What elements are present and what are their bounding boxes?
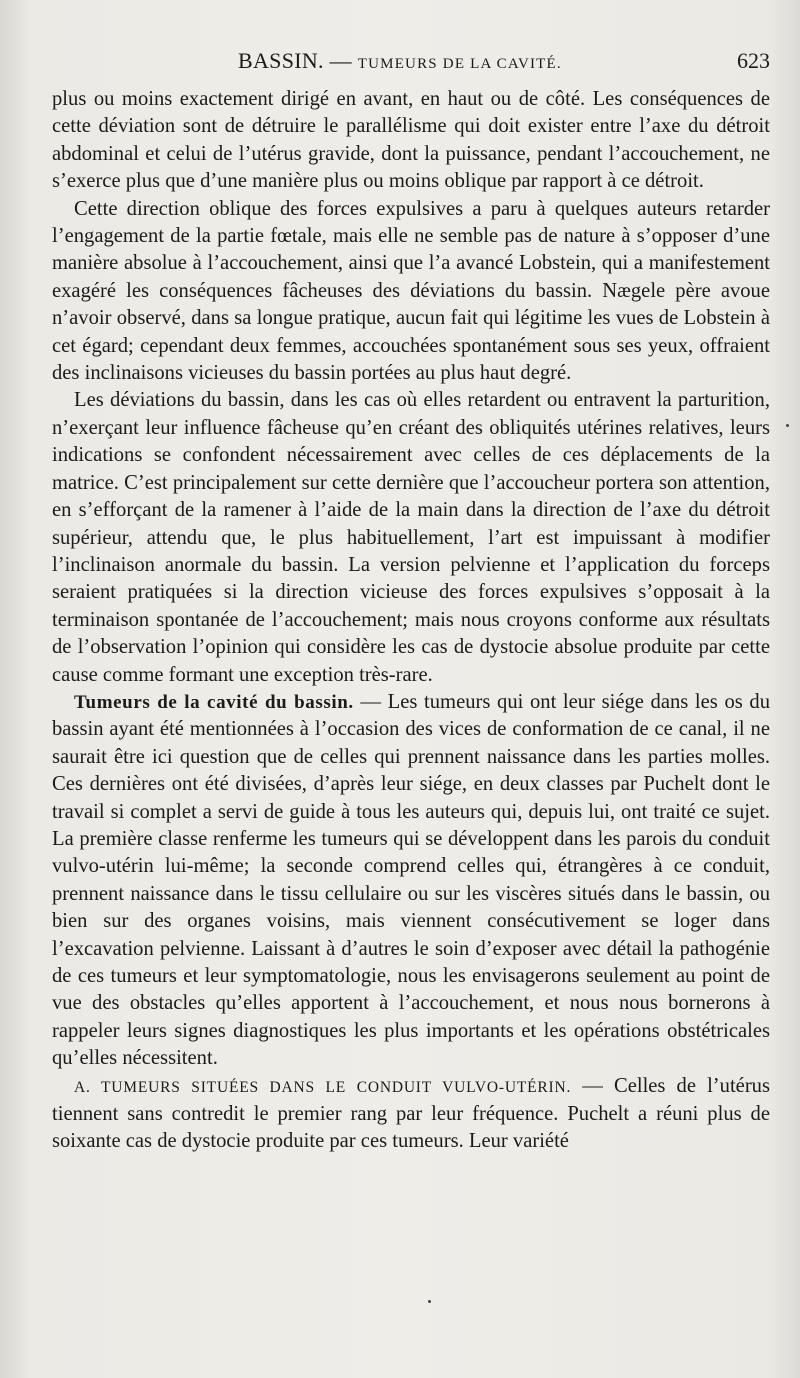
paragraph-2-text: Cette direction oblique des forces expulsives a paru à quelques auteurs retarder l’engagement de la partie fœtale, mais elle ne semble pas de nature à s’opposer d’une manière absolue à l’accouchement, ainsi que l’a avancé Lobstein, qui a manifestement exagéré les conséquences fâcheuses des déviations du bassin. Nægele père avoue n’avoir observé, dans sa longue pratique, aucun fait qui légitime les vues de Lobstein à cet égard; cependant deux femmes, accouchées spontanément sous ses yeux, offraient des inclinaisons vicieuses du bassin portées au plus haut degré. <box>52 197 770 385</box>
paragraph-2 <box>52 196 770 388</box>
paragraph-3 <box>52 387 770 688</box>
paragraph-4-text: — Les tumeurs qui ont leur siége dans les os du bassin ayant été mentionnées à l’occasion des vices de conformation de ce canal, il ne saurait être ici question que de celles qui prennent naissance dans les parties molles. Ces dernières ont été divisées, d’après leur siége, en deux classes par Puchelt dont le travail si complet a servi de guide à tous les auteurs qui, depuis lui, ont traité ce sujet. La première classe renferme les tumeurs qui se développent dans les parois du conduit vulvo-utérin lui-même; la seconde comprend celles qui, étrangères à ce conduit, prennent naissance dans le tissu cellulaire ou sur les viscères situés dans le bassin, ou bien sur des organes voisins, mais viennent consécutivement se loger dans l’excavation pelvienne. Laissant à d’autres le soin d’exposer avec détail la pathogénie de ces tumeurs et leur symptomatologie, nous les envisagerons seulement au point de vue des obstacles qu’elles apportent à l’accouchement, et nous nous bornerons à rappeler leurs signes diagnostiques les plus importants et les opérations obstétricales qu’elles nécessitent. <box>52 690 770 1070</box>
speck <box>786 424 789 427</box>
speck <box>428 1300 431 1303</box>
section-heading-tumeurs: Tumeurs de la cavité du bassin. <box>74 691 354 713</box>
running-title <box>238 48 562 74</box>
running-header <box>52 48 770 78</box>
paragraph-5-text: — Celles de l’utérus tiennent sans contredit le premier rang par leur fréquence. Puchelt a réuni plus de soixante cas de dystocie produite par ces tumeurs. Leur variété <box>52 1074 770 1153</box>
running-title-section: TUMEURS DE LA CAVITÉ. <box>357 56 562 72</box>
running-title-main: BASSIN. <box>238 48 324 73</box>
paragraph-1 <box>52 86 770 196</box>
paragraph-4 <box>52 689 770 1073</box>
paragraph-3-text: Les déviations du bassin, dans les cas où elles retardent ou entravent la parturition, n’exerçant leur influence fâcheuse qu’en créant des obliquités utérines relatives, leurs indications se confondent nécessairement avec celles de ces déplacements de la matrice. C’est principalement sur cette dernière que l’accoucheur portera son attention, en s’efforçant de la ramener à l’aide de la main dans la direction de l’axe du détroit supérieur, attendu que, le plus habituellement, l’art est impuissant à modifier l’inclinaison anormale du bassin. La version pelvienne et l’application du forceps seraient pratiquées si la direction vicieuse des forces expulsives s’opposait à la terminaison spontanée de l’accouchement; mais nous croyons conforme aux résultats de l’observation l’opinion qui considère les cas de dystocie absolue produite par cette cause comme formant une exception très-rare. <box>52 389 770 686</box>
text-body <box>52 86 770 1156</box>
page-number: 623 <box>737 48 770 73</box>
paragraph-5 <box>52 1073 770 1156</box>
subsection-heading-a: A. TUMEURS SITUÉES DANS LE CONDUIT VULVO-UTÉRIN. <box>74 1078 572 1096</box>
running-title-separator: — <box>323 48 358 73</box>
paragraph-1-text: plus ou moins exactement dirigé en avant, en haut ou de côté. Les conséquences de cette déviation sont de détruire le parallélisme qui doit exister entre l’axe du détroit abdominal et celui de l’utérus gravide, dont la puissance, pendant l’accouchement, ne s’exerce plus que d’une manière plus ou moins oblique par rapport à ce détroit. <box>52 88 770 193</box>
